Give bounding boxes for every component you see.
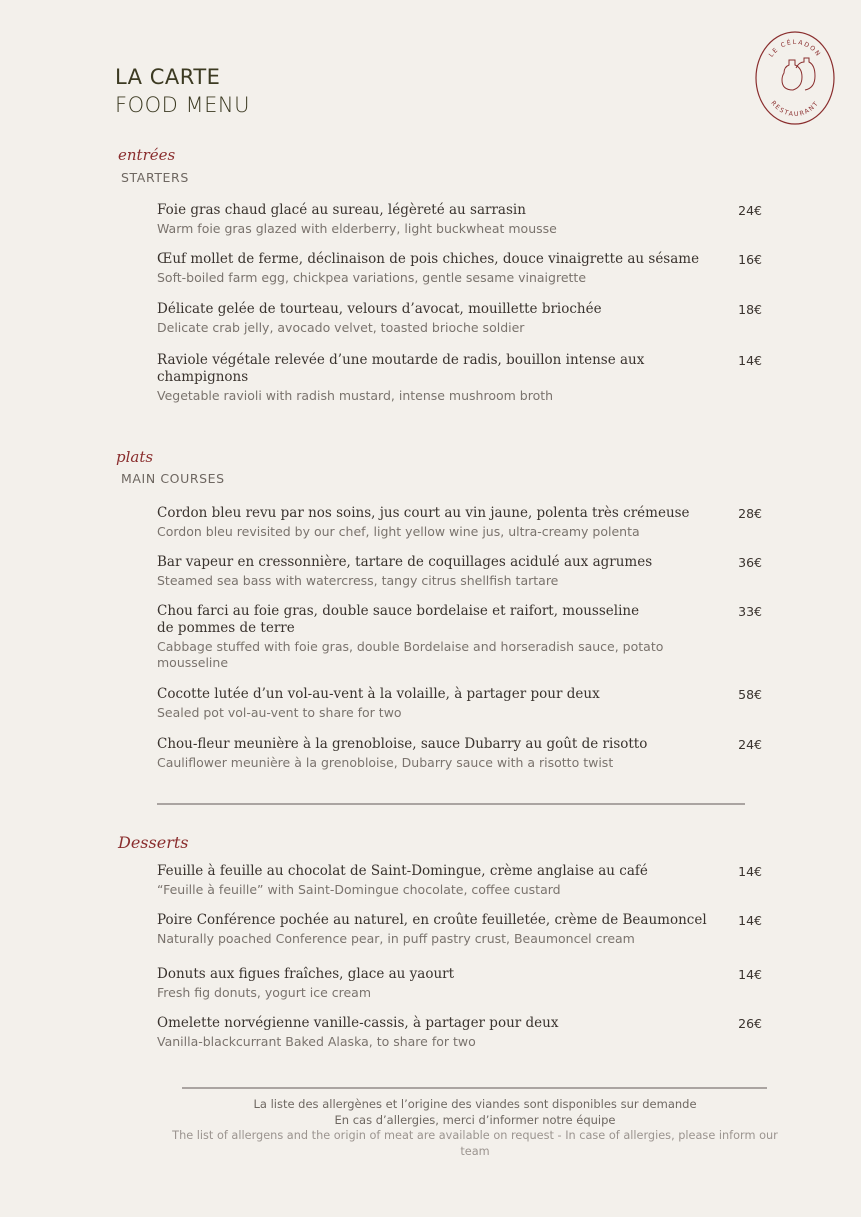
dish-price: 24€: [738, 203, 762, 218]
dish-name-fr: Bar vapeur en cressonnière, tartare de coquillages acidulé aux agrumes: [157, 554, 653, 570]
logo-top-text: LE CÉLADON: [767, 38, 823, 59]
footer-divider: [182, 1087, 767, 1089]
allergen-notice: [160, 1097, 790, 1159]
dish-description-en: Cabbage stuffed with foie gras, double Bordelaise and horseradish sauce, potato mousseline: [157, 639, 664, 670]
footer-line-2: En cas d’allergies, merci d’informer notre équipe: [334, 1112, 616, 1127]
dish-description-en: Vegetable ravioli with radish mustard, intense mushroom broth: [157, 388, 554, 403]
dish-description-en: Naturally poached Conference pear, in puff pastry crust, Beaumoncel cream: [157, 931, 635, 946]
dish-name-fr: Cocotte lutée d’un vol-au-vent à la volaille, à partager pour deux: [157, 686, 600, 702]
dish-price: 33€: [738, 604, 762, 619]
menu-item: [157, 301, 762, 336]
dish-price: 36€: [738, 555, 762, 570]
restaurant-logo: [754, 30, 836, 126]
dish-description-en: Delicate crab jelly, avocado velvet, toasted brioche soldier: [157, 320, 525, 335]
title-line-1: LA CARTE: [115, 65, 221, 89]
dish-price: 58€: [738, 687, 762, 702]
mains-subtitle: MAIN COURSES: [121, 471, 225, 486]
dish-price: 18€: [738, 302, 762, 317]
dish-name-fr: Chou farci au foie gras, double sauce bordelaise et raifort, mousseline de pommes de terre: [157, 603, 640, 636]
menu-item: [157, 352, 762, 404]
menu-item: [157, 1015, 762, 1050]
footer-line-3: The list of allergens and the origin of meat are available on request - In case of allergies, please inform our team: [172, 1129, 778, 1158]
menu-item: [157, 505, 762, 540]
dish-price: 14€: [738, 864, 762, 879]
dish-name-fr: Cordon bleu revu par nos soins, jus court au vin jaune, polenta très crémeuse: [157, 505, 690, 521]
dish-name-fr: Délicate gelée de tourteau, velours d’avocat, mouillette briochée: [157, 301, 602, 317]
mains-script-title: plats: [116, 448, 154, 466]
menu-item: [157, 251, 762, 286]
dish-price: 14€: [738, 353, 762, 368]
desserts-script-title: Desserts: [118, 833, 189, 852]
dish-name-fr: Omelette norvégienne vanille-cassis, à partager pour deux: [157, 1015, 559, 1031]
menu-item: [157, 202, 762, 237]
svg-text:RESTAURANT: [769, 100, 820, 119]
dish-name-fr: Chou-fleur meunière à la grenobloise, sauce Dubarry au goût de risotto: [157, 736, 648, 752]
dish-description-en: Fresh fig donuts, yogurt ice cream: [157, 985, 372, 1000]
dish-name-fr: Œuf mollet de ferme, déclinaison de pois chiches, douce vinaigrette au sésame: [157, 251, 700, 267]
menu-title: [115, 64, 250, 120]
menu-item: [157, 912, 762, 947]
dish-price: 14€: [738, 967, 762, 982]
dish-description-en: Sealed pot vol-au-vent to share for two: [157, 705, 402, 720]
footer-line-1: La liste des allergènes et l’origine des viandes sont disponibles sur demande: [253, 1097, 697, 1111]
menu-item: [157, 554, 762, 589]
dish-price: 26€: [738, 1016, 762, 1031]
dish-price: 14€: [738, 913, 762, 928]
dish-price: 24€: [738, 737, 762, 752]
section-divider: [157, 803, 745, 805]
dish-description-en: Cauliflower meunière à la grenobloise, Dubarry sauce with a risotto twist: [157, 755, 614, 770]
svg-text:LE CÉLADON: [768, 37, 822, 59]
menu-item: [157, 603, 762, 671]
menu-item: [157, 686, 762, 721]
starters-subtitle: STARTERS: [121, 170, 189, 185]
starters-script-title: entrées: [118, 146, 176, 164]
menu-item: [157, 966, 762, 1001]
dish-description-en: Cordon bleu revisited by our chef, light yellow wine jus, ultra-creamy polenta: [157, 524, 640, 539]
dish-description-en: Soft-boiled farm egg, chickpea variations, gentle sesame vinaigrette: [157, 270, 587, 285]
dish-description-en: Steamed sea bass with watercress, tangy citrus shellfish tartare: [157, 573, 559, 588]
menu-item: [157, 863, 762, 898]
vase-icon: [754, 30, 836, 126]
dish-description-en: Vanilla-blackcurrant Baked Alaska, to share for two: [157, 1034, 476, 1049]
title-line-2: FOOD MENU: [115, 93, 250, 117]
dish-name-fr: Feuille à feuille au chocolat de Saint-Domingue, crème anglaise au café: [157, 863, 648, 879]
menu-item: [157, 736, 762, 771]
dish-name-fr: Foie gras chaud glacé au sureau, légèreté au sarrasin: [157, 202, 526, 218]
dish-description-en: Warm foie gras glazed with elderberry, light buckwheat mousse: [157, 221, 557, 236]
dish-price: 16€: [738, 252, 762, 267]
dish-name-fr: Poire Conférence pochée au naturel, en croûte feuilletée, crème de Beaumoncel: [157, 912, 707, 928]
dish-description-en: “Feuille à feuille” with Saint-Domingue chocolate, coffee custard: [157, 882, 561, 897]
dish-name-fr: Raviole végétale relevée d’une moutarde de radis, bouillon intense aux champignons: [157, 352, 645, 385]
dish-name-fr: Donuts aux figues fraîches, glace au yaourt: [157, 966, 455, 982]
logo-bottom-text: RESTAURANT: [769, 99, 821, 119]
dish-price: 28€: [738, 506, 762, 521]
